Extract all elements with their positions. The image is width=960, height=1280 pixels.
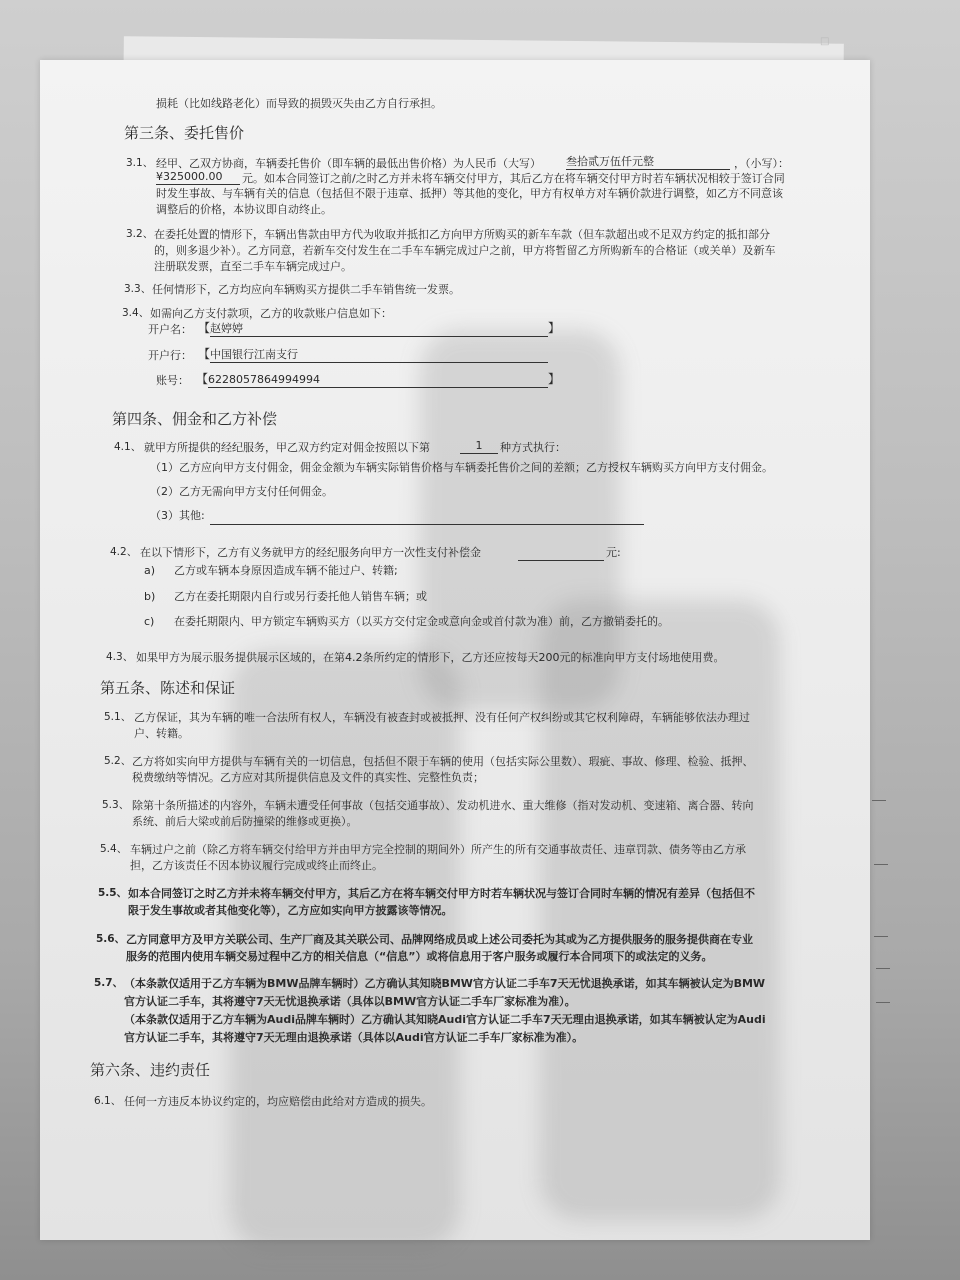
clause-6-1-line-1: 任何一方违反本协议约定的，均应赔偿由此给对方造成的损失。 xyxy=(124,1095,432,1108)
item-c-text: 在委托期限内、甲方锁定车辆购买方（以买方交付定金或意向金或首付款为准）前，乙方撤销委托的。 xyxy=(174,615,669,628)
clause-3-4-number: 3.4、 xyxy=(122,307,150,319)
clause-5-5-line-1: 如本合同签订之时乙方并未将车辆交付甲方，其后乙方在将车辆交付甲方时若车辆状况与签订合同时车辆的情况有差异（包括但不 xyxy=(128,887,755,900)
bank-value: 中国银行江南支行 xyxy=(210,348,548,363)
clause-3-2-line-2: 的，则多退少补）。乙方同意，若新车交付发生在二手车车辆完成过户之前，甲方将暂留乙方所购新车的合格证（或关单）及新车 xyxy=(154,244,776,257)
bracket-left: 【 xyxy=(196,372,209,386)
clause-3-3-line-1: 任何情形下，乙方均应向车辆购买方提供二手车销售统一发票。 xyxy=(152,283,460,296)
clause-3-1-line-1a: 经甲、乙双方协商，车辆委托售价（即车辆的最低出售价格）为人民币（大写） xyxy=(156,157,541,170)
clause-5-7-number: 5.7、 xyxy=(94,977,124,989)
clause-5-7-line-2: 官方认证二手车，其将遵守7天无忧退换承诺（具体以BMW官方认证二手车厂家标准为准）。 xyxy=(124,995,576,1008)
clause-5-3-line-2: 系统、前后大梁或前后防撞梁的维修或更换）。 xyxy=(132,815,358,828)
clause-5-6-line-2: 服务的范围内使用车辆交易过程中乙方的相关信息（“信息”）或将信息用于客户服务或履行本合同项下的或法定的义务。 xyxy=(126,950,713,963)
item-b-text: 乙方在委托期限内自行或另行委托他人销售车辆；或 xyxy=(174,590,427,603)
clause-4-1-line-1a: 就甲方所提供的经纪服务，甲乙双方约定对佣金按照以下第 xyxy=(144,441,430,454)
clause-3-1-line-1b: ，（小写）： xyxy=(734,157,789,170)
bracket-left: 【 xyxy=(198,321,211,335)
bank-label: 开户行： xyxy=(148,349,192,362)
item-b-label: b) xyxy=(144,590,156,603)
clause-5-2-line-1: 乙方将如实向甲方提供与车辆有关的一切信息，包括但不限于车辆的使用（包括实际公里数）、瑕疵、事故、修理、检验、抵押、 xyxy=(132,755,754,768)
clause-5-1-number: 5.1、 xyxy=(104,711,132,723)
clause-4-3-line-1: 如果甲方为展示服务提供展示区域的，在第4.2条所约定的情形下，乙方还应按每天200元的标准向甲方支付场地使用费。 xyxy=(136,651,725,664)
clause-3-1-line-2: 元。如本合同签订之前/之时乙方并未将车辆交付甲方，其后乙方在将车辆交付甲方时若车辆状况相较于签订合同 xyxy=(242,172,785,185)
underlying-page-mark xyxy=(876,1002,890,1003)
clause-3-1-line-4: 调整后的价格，本协议即自动终止。 xyxy=(156,203,332,216)
item-c-label: c) xyxy=(144,615,155,628)
clause-4-3-number: 4.3、 xyxy=(106,651,134,663)
clause-5-7-line-4: 官方认证二手车，其将遵守7天无理由退换承诺（具体以Audi官方认证二手车厂家标准为准）。 xyxy=(124,1031,584,1044)
amount-in-words: 叁拾贰万伍仟元整 xyxy=(566,155,730,170)
bracket-right: 】 xyxy=(548,321,561,335)
clause-3-1-number: 3.1、 xyxy=(126,157,154,169)
clause-3-2-line-1: 在委托处置的情形下，车辆出售款由甲方代为收取并抵扣乙方向甲方所购买的新车车款（但车款超出或不足双方约定的抵扣部分 xyxy=(154,228,770,241)
corner-mark: □ xyxy=(820,36,830,47)
clause-4-2-number: 4.2、 xyxy=(110,546,138,558)
section-3-heading: 第三条、委托售价 xyxy=(124,124,245,142)
clause-5-7-line-1: （本条款仅适用于乙方车辆为BMW品牌车辆时）乙方确认其知晓BMW官方认证二手车7天无忧退换承诺，如其车辆被认定为BMW xyxy=(124,977,766,990)
clause-5-3-line-1: 除第十条所描述的内容外，车辆未遭受任何事故（包括交通事故）、发动机进水、重大维修（指对发动机、变速箱、离合器、转向 xyxy=(132,799,754,812)
clause-5-2-number: 5.2、 xyxy=(104,755,132,767)
clause-3-3-number: 3.3、 xyxy=(124,283,152,295)
clause-3-2-number: 3.2、 xyxy=(126,228,154,240)
clause-4-1-line-1b: 种方式执行： xyxy=(500,441,566,454)
clause-5-6-line-1: 乙方同意甲方及甲方关联公司、生产厂商及其关联公司、品牌网络成员或上述公司委托为其或为乙方提供服务的服务提供商在专业 xyxy=(126,933,753,946)
commission-option-2: （2）乙方无需向甲方支付任何佣金。 xyxy=(150,485,333,498)
compensation-amount-blank xyxy=(518,546,604,561)
commission-option-choice: 1 xyxy=(460,439,498,454)
commission-option-1: （1）乙方应向甲方支付佣金，佣金金额为车辆实际销售价格与车辆委托售价之间的差额；乙方授权车辆购买方向甲方支付佣金。 xyxy=(150,461,773,474)
other-option-blank xyxy=(210,510,644,525)
section-4-heading: 第四条、佣金和乙方补偿 xyxy=(112,410,278,428)
account-number-label: 账号： xyxy=(156,374,189,387)
section-5-heading: 第五条、陈述和保证 xyxy=(100,679,236,697)
account-name-value: 赵婷婷 xyxy=(210,322,548,337)
clause-3-1-line-3: 时发生事故、与车辆有关的信息（包括但不限于违章、抵押）等其他的变化，甲方有权单方对车辆价款进行调整，如乙方不同意该 xyxy=(156,187,783,200)
item-a-text: 乙方或车辆本身原因造成车辆不能过户、转籍; xyxy=(174,564,398,577)
account-number-value: 6228057864994994 xyxy=(208,373,548,388)
account-name-label: 开户名： xyxy=(148,323,192,336)
clause-5-3-number: 5.3、 xyxy=(102,799,130,811)
clause-4-2-line-1a: 在以下情形下，乙方有义务就甲方的经纪服务向甲方一次性支付补偿金 xyxy=(140,546,481,559)
underlying-page-mark xyxy=(876,968,890,969)
bracket-right: 】 xyxy=(548,372,561,386)
commission-option-3: （3）其他: xyxy=(150,509,205,522)
clause-5-4-line-2: 担，乙方该责任不因本协议履行完成或终止而终止。 xyxy=(130,859,383,872)
clause-5-4-number: 5.4、 xyxy=(100,843,128,855)
clause-5-2-line-2: 税费缴纳等情况。乙方应对其所提供信息及文件的真实性、完整性负责； xyxy=(132,771,484,784)
underlying-page-mark xyxy=(872,800,886,801)
clause-3-4-line-1: 如需向乙方支付款项，乙方的收款账户信息如下： xyxy=(150,307,392,320)
bracket-left: 【 xyxy=(198,347,211,361)
clause-4-2-line-1b: 元: xyxy=(606,546,621,559)
clause-5-1-line-1: 乙方保证，其为车辆的唯一合法所有权人，车辆没有被查封或被抵押、没有任何产权纠纷或其它权利障碍，车辆能够依法办理过 xyxy=(134,711,750,724)
item-a-label: a) xyxy=(144,564,156,577)
clause-5-1-line-2: 户、转籍。 xyxy=(134,727,189,740)
clause-5-6-number: 5.6、 xyxy=(96,933,126,945)
clause-3-2-line-3: 注册联发票，直至二手车车辆完成过户。 xyxy=(154,260,352,273)
underlying-page-mark xyxy=(874,864,888,865)
amount-in-figures: ¥325000.00 xyxy=(156,170,240,185)
clause-5-4-line-1: 车辆过户之前（除乙方将车辆交付给甲方并由甲方完全控制的期间外）所产生的所有交通事故责任、违章罚款、债务等由乙方承 xyxy=(130,843,746,856)
clause-5-7-line-3: （本条款仅适用于乙方车辆为Audi品牌车辆时）乙方确认其知晓Audi官方认证二手车7天无理由退换承诺，如其车辆被认定为Audi xyxy=(124,1013,766,1026)
clause-5-5-line-2: 限于发生事故或者其他变化等），乙方应如实向甲方披露该等情况。 xyxy=(128,904,453,917)
section-6-heading: 第六条、违约责任 xyxy=(90,1061,211,1079)
clause-4-1-number: 4.1、 xyxy=(114,441,142,453)
underlying-page-mark xyxy=(874,936,888,937)
top-line: 损耗（比如线路老化）而导致的损毁灭失由乙方自行承担。 xyxy=(156,97,442,110)
clause-5-5-number: 5.5、 xyxy=(98,887,128,899)
clause-6-1-number: 6.1、 xyxy=(94,1095,122,1107)
